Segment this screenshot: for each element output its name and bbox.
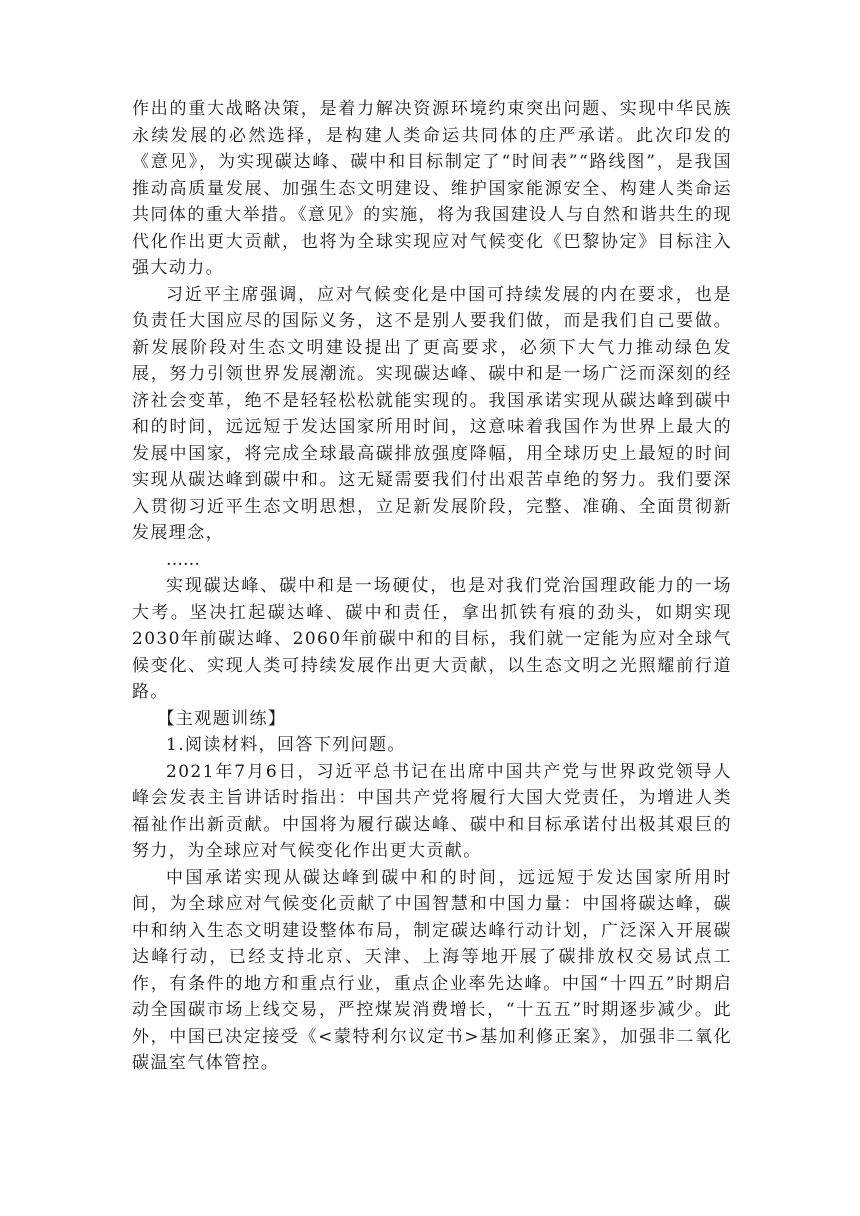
paragraph-ellipsis: ……: [166, 549, 200, 570]
paragraph-xi-remarks: 习近平主席强调，应对气候变化是中国可持续发展的内在要求，也是负责任大国应尽的国际义务，这不是别人要我们做，而是我们自己要做。新发展阶段对生态文明建设提出了更高要求，必须下大气力推动绿色发展，努力引领世界发展潮流。实现碳达峰、碳中和是一场广泛而深刻的经济社会变革，绝不是轻轻松松就能实现的。我国承诺实现从碳达峰到碳中和的时间，远远短于发达国家所用时间，这意味着我国作为世界上最大的发展中国家，将完成全球最高碳排放强度降幅，用全球历史上最短的时间实现从碳达峰到碳中和。这无疑需要我们付出艰苦卓绝的努力。我们要深入贯彻习近平生态文明思想，立足新发展阶段，完整、准确、全面贯彻新发展理念，: [132, 284, 732, 543]
paragraph-material-summit: 2021年7月6日，习近平总书记在出席中国共产党与世界政党领导人峰会发表主旨讲话时指出：中国共产党将履行大国大党责任，为增进人类福祉作出新贡献。中国将为履行碳达峰、碳中和目标承诺付出极其艰巨的努力，为全球应对气候变化作出更大贡献。: [132, 761, 732, 861]
paragraph-material-commitment: 中国承诺实现从碳达峰到碳中和的时间，远远短于发达国家所用时间，为全球应对气候变化贡献了中国智慧和中国力量：中国将碳达峰，碳中和纳入生态文明建设整体布局，制定碳达峰行动计划，广泛深入开展碳达峰行动，已经支持北京、天津、上海等地开展了碳排放权交易试点工作，有条件的地方和重点行业，重点企业率先达峰。中国“十四五”时期启动全国碳市场上线交易，严控煤炭消费增长，“十五五”时期逐步减少。此外，中国已决定接受《<蒙特利尔议定书>基加利修正案》，加强非二氧化碳温室气体管控。: [132, 867, 732, 1073]
document-page: [132, 96, 732, 1077]
question-1-prompt: 1.阅读材料，回答下列问题。: [166, 735, 406, 755]
paragraph-hard-battle: 实现碳达峰、碳中和是一场硬仗，也是对我们党治国理政能力的一场大考。坚决扛起碳达峰、碳中和责任，拿出抓铁有痕的劲头，如期实现2030年前碳达峰、2060年前碳中和的目标，我们就一定能为应对全球气候变化、实现人类可持续发展作出更大贡献，以生态文明之光照耀前行道路。: [132, 576, 732, 702]
section-heading-subjective-training: 【主观题训练】: [157, 708, 287, 729]
paragraph-opening: 作出的重大战略决策，是着力解决资源环境约束突出问题、实现中华民族永续发展的必然选择，是构建人类命运共同体的庄严承诺。此次印发的《意见》，为实现碳达峰、碳中和目标制定了“时间表”“路线图”，是我国推动高质量发展、加强生态文明建设、维护国家能源安全、构建人类命运共同体的重大举措。《意见》的实施，将为我国建设人与自然和谐共生的现代化作出更大贡献，也将为全球实现应对气候变化《巴黎协定》目标注入强大动力。: [132, 99, 732, 278]
